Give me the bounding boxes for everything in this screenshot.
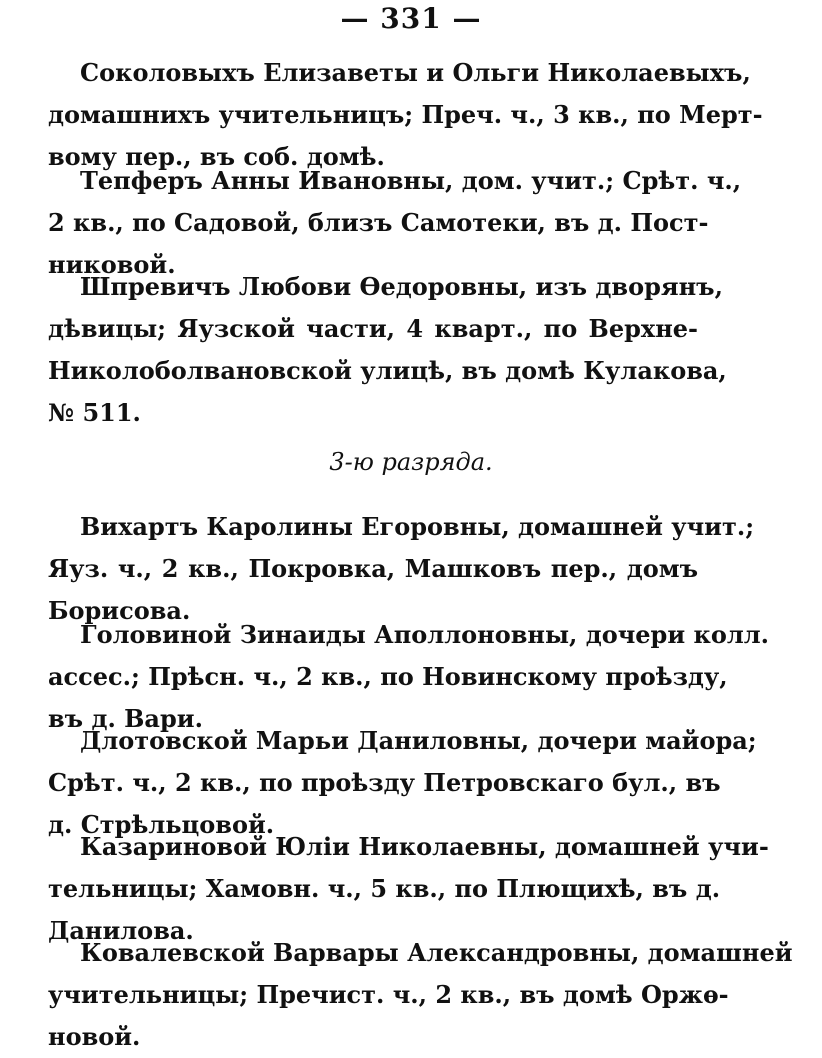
entry-line: Данилова.: [48, 916, 194, 945]
entry-line: Яуз. ч., 2 кв., Покровка, Машковъ пер., домъ: [48, 554, 698, 583]
entry-line: учительницы; Пречист. ч., 2 кв., въ домѣ Оржѳ-: [48, 980, 729, 1009]
entry-line: вому пер., въ соб. домѣ.: [48, 142, 385, 171]
entry-shprevich: [48, 266, 727, 434]
page-number: — 331 —: [340, 2, 482, 35]
section-heading: 3-ю разряда.: [329, 448, 493, 476]
entry-line: домашнихъ учительницъ; Преч. ч., 3 кв., по Мерт-: [48, 100, 763, 129]
entry-line: Срѣт. ч., 2 кв., по проѣзду Петровскаго бул., въ: [48, 768, 721, 797]
entry-line: Борисова.: [48, 596, 191, 625]
entry-line: Тепферъ Анны Ивановны, дом. учит.; Срѣт. ч.,: [80, 166, 742, 195]
entry-line: Вихартъ Каролины Егоровны, домашней учит.;: [80, 512, 755, 541]
entry-line: Соколовыхъ Елизаветы и Ольги Николаевыхъ,: [80, 58, 751, 87]
entry-line: 2 кв., по Садовой, близъ Самотеки, въ д. Пост-: [48, 208, 709, 237]
entry-line: д. Стрѣльцовой.: [48, 810, 275, 839]
entry-line: Николоболвановской улицѣ, въ домѣ Кулакова,: [48, 356, 727, 385]
entry-line: Головиной Зинаиды Аполлоновны, дочери колл.: [80, 620, 770, 649]
entry-line: Казариновой Юліи Николаевны, домашней учи-: [80, 832, 769, 861]
entry-line: Длотовской Марьи Даниловны, дочери майора;: [80, 726, 757, 755]
entry-line: никовой.: [48, 250, 176, 279]
entry-line: новой.: [48, 1022, 141, 1051]
entry-kovalevskaya: [48, 932, 793, 1058]
entry-line: Шпревичъ Любови Ѳедоровны, изъ дворянъ,: [80, 272, 723, 301]
entry-line: Ковалевской Варвары Александровны, домашней: [80, 938, 793, 967]
entry-line: въ д. Вари.: [48, 704, 203, 733]
entry-line: тельницы; Хамовн. ч., 5 кв., по Плющихѣ, въ д.: [48, 874, 721, 903]
entry-line: дѣвицы; Яузской части, 4 кварт., по Верхне-: [48, 314, 698, 343]
entry-line: № 511.: [48, 398, 141, 427]
entry-line: ассес.; Прѣсн. ч., 2 кв., по Новинскому проѣзду,: [48, 662, 728, 691]
